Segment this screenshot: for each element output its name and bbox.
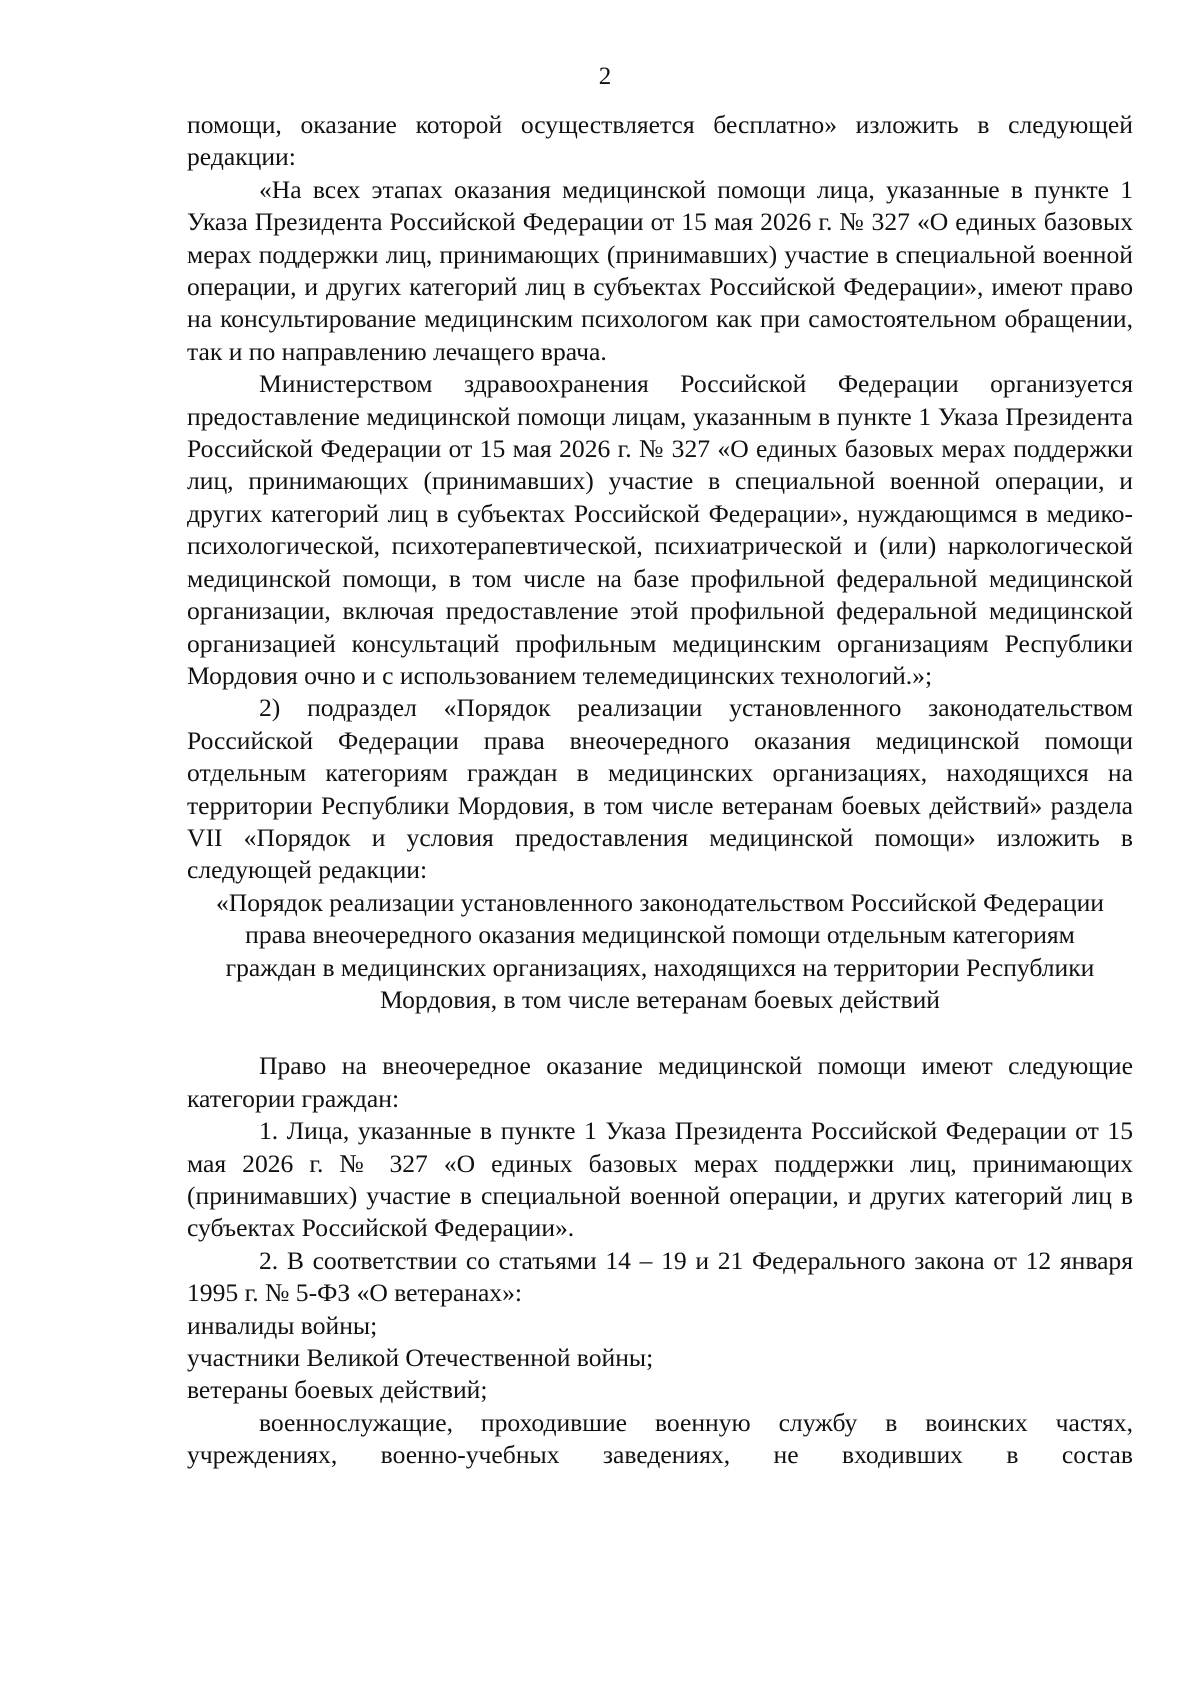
list-item-war-invalids: инвалиды войны; [187, 1310, 378, 1340]
document-body [187, 109, 1133, 1472]
paragraph-ministry-provision: Министерством здравоохранения Российской Федерации организуется предоставление медицинской помощи лицам, указанным в пункте 1 Указа Президента Российской Федерации от 15 мая 2026 г. № 327 «О единых базовых мерах поддержки лиц, принимающих (принимавших) участие в специальной военной операции, и других категорий лиц в субъектах Российской Федерации», нуждающимся в медико-психологической, психотерапевтической, психиатрической и (или) наркологической медицинской помощи, в том числе на базе профильной федеральной медицинской организации, включая предоставление этой профильной федеральной медицинской организацией консультаций профильным медицинским организациям Республики Мордовия очно и с использованием телемедицинских технологий.»; [187, 369, 1133, 690]
paragraph-subsection-amendment: 2) подраздел «Порядок реализации установленного законодательством Российской Федерации права внеочередного оказания медицинской помощи отдельным категориям граждан в медицинских организациях, находящихся на территории Республики Мордовия, в том числе ветеранам боевых действий» раздела VII «Порядок и условия предоставления медицинской помощи» изложить в следующей редакции: [187, 693, 1133, 885]
list-item-combat-veterans: ветераны боевых действий; [187, 1375, 488, 1405]
paragraph-category-1: 1. Лица, указанные в пункте 1 Указа Президента Российской Федерации от 15 мая 2026 г. № 327 «О единых базовых мерах поддержки лиц, принимающих (принимавших) участие в специальной военной операции, и других категорий лиц в субъектах Российской Федерации». [187, 1116, 1133, 1243]
section-heading: «Порядок реализации установленного законодательством Российской Федерации права внеочередного оказания медицинской помощи отдельным категориям граждан в медицинских организациях, находящихся на территории Республики Мордовия, в том числе ветеранам боевых действий [215, 887, 1105, 1014]
list-item-wwii-participants: участники Великой Отечественной войны; [187, 1343, 654, 1373]
paragraph-category-2: 2. В соответствии со статьями 14 – 19 и 21 Федерального закона от 12 января 1995 г. № 5-ФЗ «О ветеранах»: [187, 1245, 1133, 1308]
paragraph-psychologist-consultation: «На всех этапах оказания медицинской помощи лица, указанные в пункте 1 Указа Президента Российской Федерации от 15 мая 2026 г. № 327 «О единых базовых мерах поддержки лиц, принимающих (принимавших) участие в специальной военной операции, и других категорий лиц в субъектах Российской Федерации», имеют право на консультирование медицинским психологом как при самостоятельном обращении, так и по направлению лечащего врача. [187, 174, 1133, 366]
paragraph-continuation: помощи, оказание которой осуществляется бесплатно» изложить в следующей редакции: [187, 110, 1133, 172]
paragraph-right-intro: Право на внеочередное оказание медицинской помощи имеют следующие категории граждан: [187, 1051, 1133, 1113]
page-number: 2 [598, 63, 612, 90]
spacer [187, 1016, 1133, 1050]
paragraph-servicemen: военнослужащие, проходившие военную службу в воинских частях, учреждениях, военно-учебных заведениях, не входивших в состав [187, 1407, 1133, 1470]
